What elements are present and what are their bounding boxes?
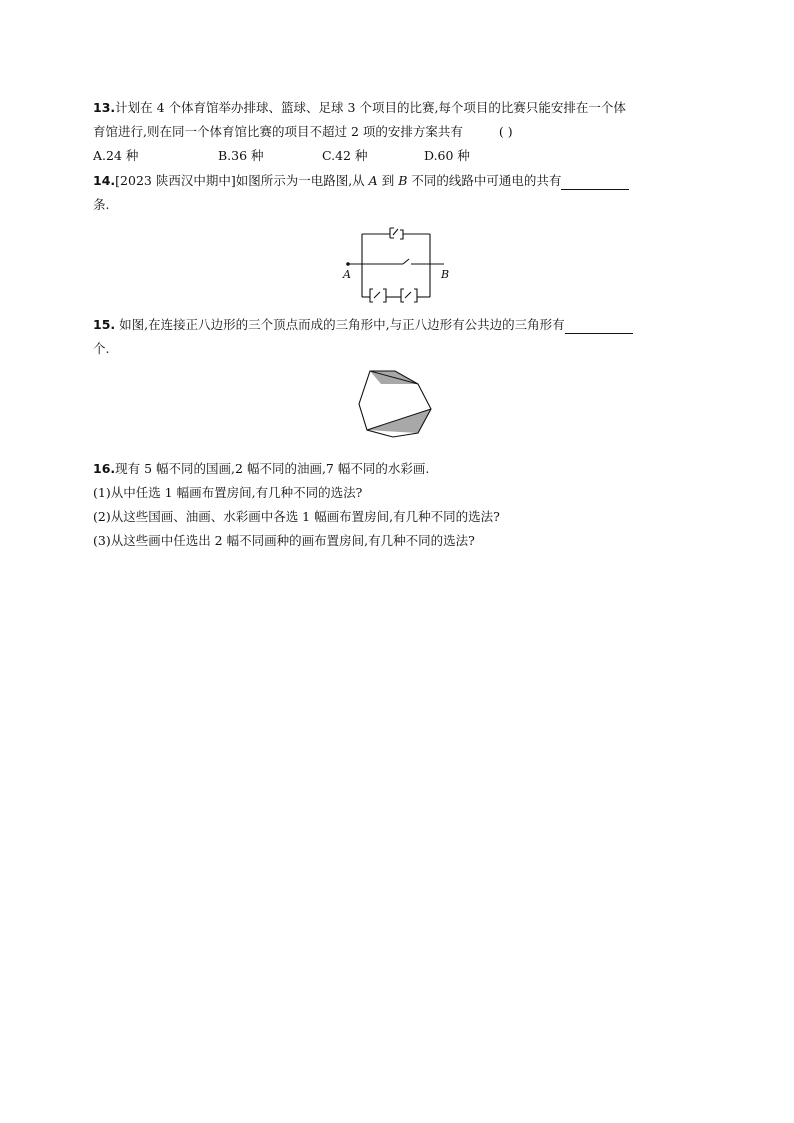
circuit-switch-bottom2-right (414, 289, 417, 302)
circuit-node-a (346, 262, 350, 266)
q13-number: 13. (93, 100, 116, 115)
q14-point-b: B (398, 173, 408, 188)
q15-text-line2: 个. (93, 341, 110, 356)
q14-point-a: A (368, 173, 378, 188)
q14-line2 (93, 196, 109, 214)
q16-sub2-text: (2)从这些国画、油画、水彩画中各选 1 幅画布置房间,有几种不同的选法? (93, 509, 500, 524)
q14-source: [2023 陕西汉中期中] (115, 173, 236, 188)
q14-line1 (93, 172, 629, 190)
q13-answer-paren: ( ) (498, 124, 513, 139)
q16-sub3 (93, 532, 475, 550)
q13-line1 (93, 99, 626, 117)
q16-sub2 (93, 508, 500, 526)
circuit-switch-bottom1-left (370, 289, 373, 302)
q13-line2 (93, 123, 513, 141)
q14-text-a: 如图所示为一电路图,从 (235, 173, 365, 188)
q15-line2 (93, 340, 109, 358)
q13-choice-d: D.60 种 (424, 148, 470, 163)
q13-choices (93, 147, 593, 165)
circuit-switch-middle (403, 259, 409, 264)
octagon-diagram (355, 366, 439, 442)
q15-text-line1: 如图,在连接正八边形的三个顶点而成的三角形中,与正八边形有公共边的三角形有 (115, 317, 565, 332)
q13-choice-b: B.36 种 (218, 148, 264, 163)
circuit-switch-top-left (390, 228, 394, 238)
circuit-label-a: A (343, 268, 351, 281)
q16-sub1 (93, 484, 362, 502)
q16-sub1-text: (1)从中任选 1 幅画布置房间,有几种不同的选法? (93, 485, 363, 500)
q16-text-line1: 现有 5 幅不同的国画,2 幅不同的油画,7 幅不同的水彩画. (115, 461, 430, 476)
q14-number: 14. (93, 173, 116, 188)
q13-text-line2: 育馆进行,则在同一个体育馆比赛的项目不超过 2 项的安排方案共有 (93, 124, 463, 139)
q15-answer-blank (565, 319, 633, 334)
circuit-switch-bottom2-left (401, 289, 404, 302)
q16-number: 16. (93, 461, 116, 476)
circuit-label-b: B (441, 268, 450, 281)
q14-answer-blank (561, 175, 629, 190)
circuit-diagram (340, 218, 450, 310)
q14-text-after: 不同的线路中可通电的共有 (411, 173, 562, 188)
q14-text-line2: 条. (93, 197, 110, 212)
q16-line1 (93, 460, 429, 478)
q15-line1 (93, 316, 633, 334)
circuit-switch-bottom1-right (383, 289, 386, 302)
q14-text-to: 到 (381, 173, 395, 188)
q13-text-line1: 计划在 4 个体育馆举办排球、篮球、足球 3 个项目的比赛,每个项目的比赛只能安排在一个体 (115, 100, 626, 115)
q15-number: 15. (93, 317, 116, 332)
circuit-switch-top-right (400, 230, 403, 239)
q13-choice-c: C.42 种 (322, 148, 368, 163)
q16-sub3-text: (3)从这些画中任选出 2 幅不同画种的画布置房间,有几种不同的选法? (93, 533, 475, 548)
q13-choice-a: A.24 种 (93, 148, 139, 163)
